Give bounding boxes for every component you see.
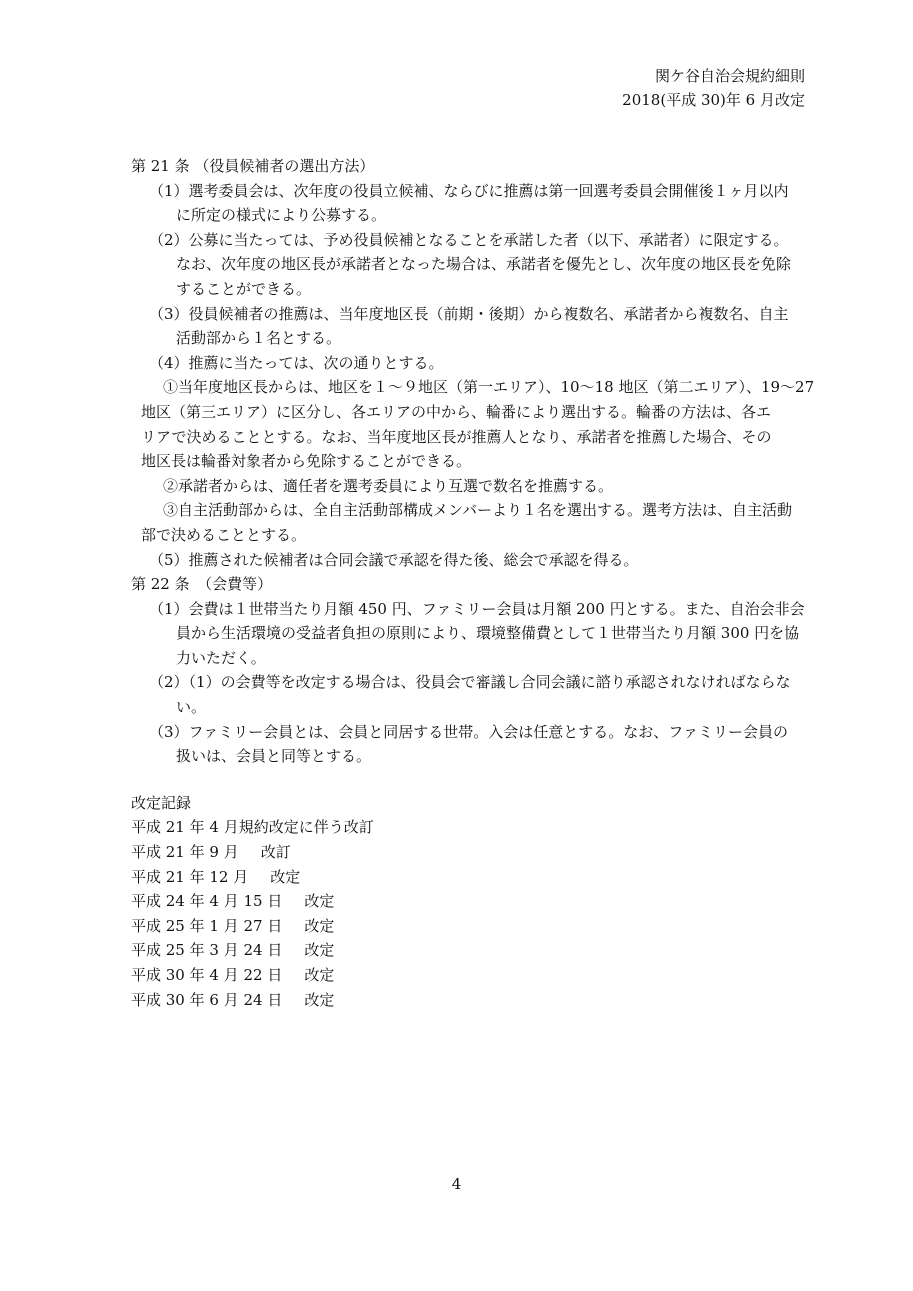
revision-date-cell: 平成 30 年 4 月 22 日 (131, 966, 283, 984)
revision-note-cell: 改定 (304, 892, 335, 911)
revision-date-cell: 平成 21 年 9 月 (131, 843, 239, 862)
revision-note-cell: 改定 (304, 916, 335, 935)
revision-date-cell: 平成 25 年 3 月 24 日 (131, 941, 283, 960)
revision-date: 2018(平成 30)年 6 月改定 (622, 91, 805, 109)
article-21-sub-item-1: ①当年度地区長からは、地区を１～９地区（第一エリア）、10～18 地区（第二エリア）、19～27 地区（第三エリア）に区分し、各エリアの中から、輪番により選出する。輪番の方法は、各エ リアで決めることとする。なお、当年度地区長が推薦人となり、承諾者を推薦した場合、その 地区長は輪番対象者から免除することができる。 (141, 378, 815, 471)
document-body (131, 154, 815, 1012)
article-22-item-3: （3）ファミリー会員とは、会員と同居する世帯。入会は任意とする。なお、ファミリー会員の 扱いは、会員と同等とする。 (149, 722, 788, 766)
article-21-item-5: （5）推薦された候補者は合同会議で承認を得た後、総会で承認を得る。 (149, 550, 639, 569)
revision-row (131, 938, 796, 963)
revision-note-cell: 改定 (270, 867, 301, 886)
article-21-item-3: （3）役員候補者の推薦は、当年度地区長（前期・後期）から複数名、承諾者から複数名、自主 活動部から１名とする。 (149, 304, 789, 348)
page-header (622, 64, 805, 112)
revision-row (131, 988, 796, 1013)
revision-date-cell: 平成 24 年 4 月 15 日 (131, 892, 283, 911)
section-spacer (131, 769, 796, 791)
revision-row (131, 914, 796, 939)
revision-note-cell: 改定 (304, 966, 335, 984)
article-21-sub-item-2: ②承諾者からは、適任者を選考委員により互選で数名を推薦する。 (163, 476, 614, 495)
article-21-item-4: （4）推薦に当たっては、次の通りとする。 (149, 353, 444, 372)
revision-history-first: 平成 21 年 4 月規約改定に伴う改訂 (131, 818, 374, 837)
revision-date-cell: 平成 30 年 6 月 24 日 (131, 990, 283, 1009)
revision-row (131, 840, 796, 865)
article-21-item-2: （2）公募に当たっては、予め役員候補となることを承諾した者（以下、承諾者）に限定する。 なお、次年度の地区長が承諾者となった場合は、承諾者を優先とし、次年度の地区長を免除 することができる。 (149, 230, 792, 298)
revision-date-cell: 平成 25 年 1 月 27 日 (131, 916, 283, 935)
revision-history-list (131, 840, 796, 1012)
revision-note-cell: 改訂 (260, 843, 291, 862)
revision-row (131, 865, 796, 890)
article-21-heading: 第 21 条 （役員候補者の選出方法） (131, 157, 375, 175)
article-22-item-2: （2）（1）の会費等を改定する場合は、役員会で審議し合同会議に諮り承認されなければならな い。 (149, 673, 791, 717)
article-22-heading: 第 22 条 （会費等） (131, 575, 273, 594)
revision-row (131, 889, 796, 914)
article-21-sub-item-3: ③自主活動部からは、全自主活動部構成メンバーより１名を選出する。選考方法は、自主活動 部で決めることとする。 (141, 501, 792, 544)
article-22-item-1: （1）会費は１世帯当たり月額 450 円、ファミリー会員は月額 200 円とする。また、自治会非会 員から生活環境の受益者負担の原則により、環境整備費として１世帯当たり月額 300 円を協 力いただく。 (149, 599, 805, 667)
revision-row (131, 963, 796, 988)
revision-date-cell: 平成 21 年 12 月 (131, 867, 249, 886)
page-number: 4 (451, 1175, 462, 1193)
revision-note-cell: 改定 (304, 990, 335, 1009)
document-title: 関ケ谷自治会規約細則 (654, 67, 805, 85)
article-21-item-1: （1）選考委員会は、次年度の役員立候補、ならびに推薦は第一回選考委員会開催後１ヶ月以内 に所定の様式により公募する。 (149, 181, 789, 225)
revision-history-heading: 改定記録 (131, 793, 192, 812)
revision-note-cell: 改定 (304, 941, 335, 960)
